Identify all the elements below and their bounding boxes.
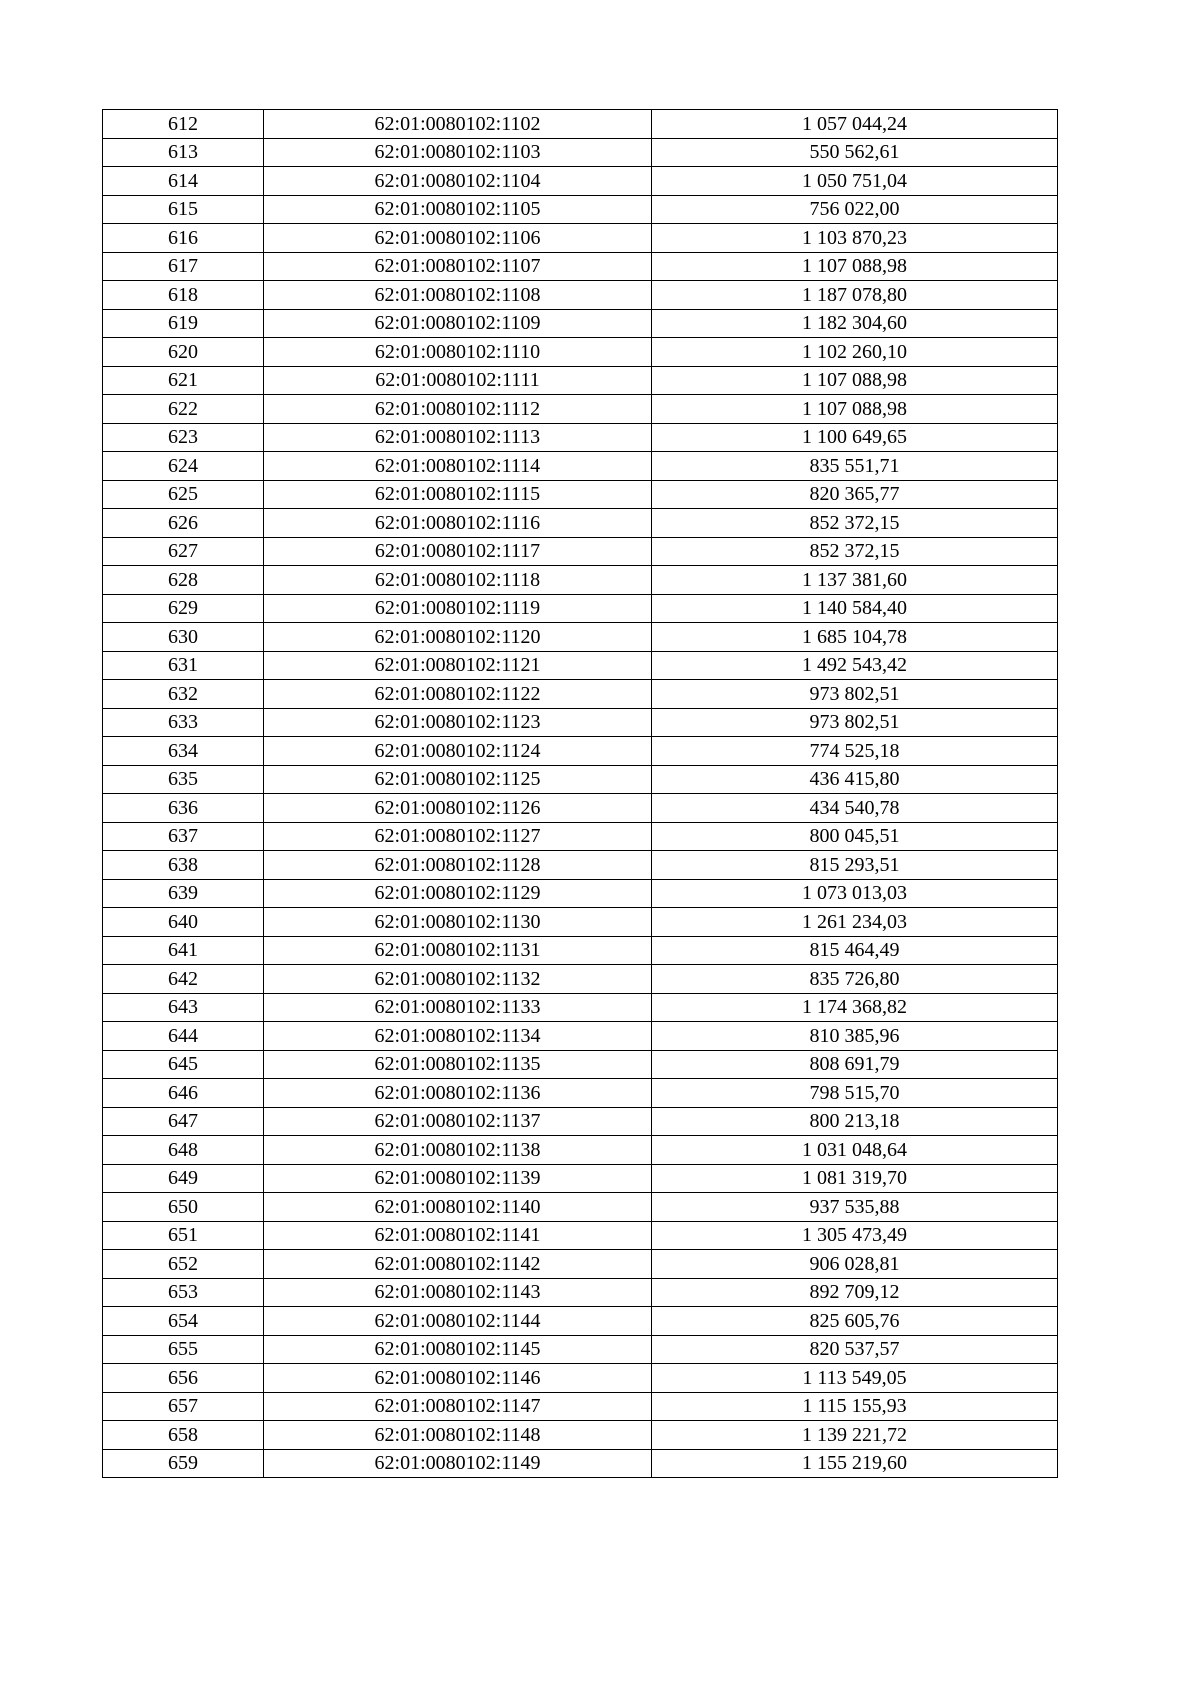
cadastral-value-cell: 1 187 078,80 [652, 281, 1058, 310]
cadastral-value-cell: 1 103 870,23 [652, 224, 1058, 253]
cadastral-value-cell: 810 385,96 [652, 1022, 1058, 1051]
cadastral-number-cell: 62:01:0080102:1111 [264, 366, 652, 395]
table-row [103, 537, 1058, 566]
row-number-cell: 659 [103, 1449, 264, 1478]
cadastral-number-cell: 62:01:0080102:1128 [264, 851, 652, 880]
table-row [103, 395, 1058, 424]
cadastral-number-cell: 62:01:0080102:1143 [264, 1278, 652, 1307]
cadastral-number-cell: 62:01:0080102:1119 [264, 594, 652, 623]
cadastral-value-cell: 1 107 088,98 [652, 395, 1058, 424]
row-number-cell: 625 [103, 480, 264, 509]
row-number-cell: 647 [103, 1107, 264, 1136]
row-number-cell: 634 [103, 737, 264, 766]
table-row [103, 765, 1058, 794]
cadastral-number-cell: 62:01:0080102:1114 [264, 452, 652, 481]
table-row [103, 1278, 1058, 1307]
cadastral-value-cell: 798 515,70 [652, 1079, 1058, 1108]
row-number-cell: 629 [103, 594, 264, 623]
cadastral-number-cell: 62:01:0080102:1149 [264, 1449, 652, 1478]
cadastral-value-cell: 808 691,79 [652, 1050, 1058, 1079]
row-number-cell: 639 [103, 879, 264, 908]
table-row [103, 1079, 1058, 1108]
row-number-cell: 614 [103, 167, 264, 196]
row-number-cell: 644 [103, 1022, 264, 1051]
row-number-cell: 617 [103, 252, 264, 281]
cadastral-number-cell: 62:01:0080102:1104 [264, 167, 652, 196]
cadastral-number-cell: 62:01:0080102:1108 [264, 281, 652, 310]
cadastral-number-cell: 62:01:0080102:1141 [264, 1221, 652, 1250]
table-row [103, 1364, 1058, 1393]
table-row [103, 423, 1058, 452]
table-row [103, 965, 1058, 994]
cadastral-value-cell: 1 155 219,60 [652, 1449, 1058, 1478]
cadastral-value-cell: 1 031 048,64 [652, 1136, 1058, 1165]
table-row [103, 1335, 1058, 1364]
cadastral-number-cell: 62:01:0080102:1148 [264, 1421, 652, 1450]
row-number-cell: 623 [103, 423, 264, 452]
table-row [103, 623, 1058, 652]
row-number-cell: 613 [103, 138, 264, 167]
table-row [103, 1392, 1058, 1421]
cadastral-number-cell: 62:01:0080102:1112 [264, 395, 652, 424]
cadastral-number-cell: 62:01:0080102:1126 [264, 794, 652, 823]
cadastral-number-cell: 62:01:0080102:1110 [264, 338, 652, 367]
cadastral-value-cell: 906 028,81 [652, 1250, 1058, 1279]
table-row [103, 338, 1058, 367]
cadastral-number-cell: 62:01:0080102:1140 [264, 1193, 652, 1222]
cadastral-value-cell: 436 415,80 [652, 765, 1058, 794]
cadastral-number-cell: 62:01:0080102:1146 [264, 1364, 652, 1393]
table-row [103, 879, 1058, 908]
cadastral-number-cell: 62:01:0080102:1116 [264, 509, 652, 538]
cadastral-value-cell: 1 305 473,49 [652, 1221, 1058, 1250]
row-number-cell: 628 [103, 566, 264, 595]
table-row [103, 1050, 1058, 1079]
table-row [103, 1107, 1058, 1136]
cadastral-number-cell: 62:01:0080102:1106 [264, 224, 652, 253]
cadastral-value-cell: 1 140 584,40 [652, 594, 1058, 623]
cadastral-value-cell: 1 050 751,04 [652, 167, 1058, 196]
row-number-cell: 615 [103, 195, 264, 224]
row-number-cell: 622 [103, 395, 264, 424]
table-row [103, 1136, 1058, 1165]
row-number-cell: 637 [103, 822, 264, 851]
row-number-cell: 654 [103, 1307, 264, 1336]
cadastral-value-cell: 815 464,49 [652, 936, 1058, 965]
table-row [103, 737, 1058, 766]
row-number-cell: 656 [103, 1364, 264, 1393]
cadastral-value-cell: 820 365,77 [652, 480, 1058, 509]
table-row [103, 1307, 1058, 1336]
row-number-cell: 632 [103, 680, 264, 709]
cadastral-number-cell: 62:01:0080102:1135 [264, 1050, 652, 1079]
cadastral-value-cell: 1 492 543,42 [652, 651, 1058, 680]
table-row [103, 252, 1058, 281]
cadastral-value-cell: 1 139 221,72 [652, 1421, 1058, 1450]
cadastral-value-cell: 1 685 104,78 [652, 623, 1058, 652]
row-number-cell: 631 [103, 651, 264, 680]
cadastral-value-cell: 937 535,88 [652, 1193, 1058, 1222]
cadastral-number-cell: 62:01:0080102:1132 [264, 965, 652, 994]
cadastral-value-cell: 825 605,76 [652, 1307, 1058, 1336]
cadastral-number-cell: 62:01:0080102:1138 [264, 1136, 652, 1165]
table-row [103, 480, 1058, 509]
cadastral-number-cell: 62:01:0080102:1123 [264, 708, 652, 737]
table-body [103, 110, 1058, 1478]
row-number-cell: 638 [103, 851, 264, 880]
cadastral-value-cell: 1 100 649,65 [652, 423, 1058, 452]
cadastral-value-cell: 1 102 260,10 [652, 338, 1058, 367]
cadastral-value-cell: 1 182 304,60 [652, 309, 1058, 338]
cadastral-number-cell: 62:01:0080102:1131 [264, 936, 652, 965]
row-number-cell: 650 [103, 1193, 264, 1222]
cadastral-value-cell: 1 107 088,98 [652, 252, 1058, 281]
cadastral-number-cell: 62:01:0080102:1134 [264, 1022, 652, 1051]
cadastral-number-cell: 62:01:0080102:1105 [264, 195, 652, 224]
cadastral-value-cell: 1 081 319,70 [652, 1164, 1058, 1193]
cadastral-value-cell: 892 709,12 [652, 1278, 1058, 1307]
cadastral-value-cell: 550 562,61 [652, 138, 1058, 167]
row-number-cell: 645 [103, 1050, 264, 1079]
cadastral-number-cell: 62:01:0080102:1113 [264, 423, 652, 452]
table-row [103, 1193, 1058, 1222]
cadastral-value-cell: 1 113 549,05 [652, 1364, 1058, 1393]
cadastral-number-cell: 62:01:0080102:1137 [264, 1107, 652, 1136]
table-row [103, 851, 1058, 880]
cadastral-number-cell: 62:01:0080102:1136 [264, 1079, 652, 1108]
cadastral-value-cell: 973 802,51 [652, 680, 1058, 709]
row-number-cell: 655 [103, 1335, 264, 1364]
table-row [103, 1250, 1058, 1279]
table-row [103, 936, 1058, 965]
row-number-cell: 620 [103, 338, 264, 367]
row-number-cell: 624 [103, 452, 264, 481]
cadastral-value-cell: 852 372,15 [652, 509, 1058, 538]
row-number-cell: 616 [103, 224, 264, 253]
cadastral-value-cell: 774 525,18 [652, 737, 1058, 766]
cadastral-value-cell: 756 022,00 [652, 195, 1058, 224]
table-row [103, 1449, 1058, 1478]
row-number-cell: 633 [103, 708, 264, 737]
cadastral-value-cell: 1 057 044,24 [652, 110, 1058, 139]
row-number-cell: 651 [103, 1221, 264, 1250]
cadastral-number-cell: 62:01:0080102:1144 [264, 1307, 652, 1336]
row-number-cell: 658 [103, 1421, 264, 1450]
table-row [103, 1022, 1058, 1051]
cadastral-value-cell: 1 261 234,03 [652, 908, 1058, 937]
row-number-cell: 646 [103, 1079, 264, 1108]
cadastral-number-cell: 62:01:0080102:1117 [264, 537, 652, 566]
row-number-cell: 636 [103, 794, 264, 823]
table-row [103, 1221, 1058, 1250]
cadastral-number-cell: 62:01:0080102:1139 [264, 1164, 652, 1193]
table-row [103, 708, 1058, 737]
cadastral-number-cell: 62:01:0080102:1120 [264, 623, 652, 652]
table-row [103, 452, 1058, 481]
table-row [103, 993, 1058, 1022]
row-number-cell: 627 [103, 537, 264, 566]
cadastral-number-cell: 62:01:0080102:1147 [264, 1392, 652, 1421]
row-number-cell: 618 [103, 281, 264, 310]
row-number-cell: 642 [103, 965, 264, 994]
row-number-cell: 626 [103, 509, 264, 538]
table-row [103, 651, 1058, 680]
table-row [103, 566, 1058, 595]
cadastral-value-cell: 835 551,71 [652, 452, 1058, 481]
table-row [103, 138, 1058, 167]
row-number-cell: 652 [103, 1250, 264, 1279]
row-number-cell: 649 [103, 1164, 264, 1193]
table-row [103, 594, 1058, 623]
cadastral-value-cell: 973 802,51 [652, 708, 1058, 737]
table-row [103, 281, 1058, 310]
row-number-cell: 657 [103, 1392, 264, 1421]
cadastral-number-cell: 62:01:0080102:1133 [264, 993, 652, 1022]
table-row [103, 110, 1058, 139]
table-row [103, 309, 1058, 338]
table-row [103, 1164, 1058, 1193]
cadastral-value-cell: 1 073 013,03 [652, 879, 1058, 908]
row-number-cell: 621 [103, 366, 264, 395]
cadastral-value-cell: 434 540,78 [652, 794, 1058, 823]
cadastral-number-cell: 62:01:0080102:1103 [264, 138, 652, 167]
cadastral-value-cell: 1 174 368,82 [652, 993, 1058, 1022]
cadastral-number-cell: 62:01:0080102:1142 [264, 1250, 652, 1279]
table-row [103, 908, 1058, 937]
cadastral-value-cell: 1 137 381,60 [652, 566, 1058, 595]
table-row [103, 167, 1058, 196]
cadastral-number-cell: 62:01:0080102:1122 [264, 680, 652, 709]
table-row [103, 822, 1058, 851]
cadastral-number-cell: 62:01:0080102:1145 [264, 1335, 652, 1364]
table-row [103, 1421, 1058, 1450]
cadastral-value-cell: 820 537,57 [652, 1335, 1058, 1364]
cadastral-value-cell: 1 107 088,98 [652, 366, 1058, 395]
row-number-cell: 630 [103, 623, 264, 652]
table-row [103, 794, 1058, 823]
cadastral-number-cell: 62:01:0080102:1125 [264, 765, 652, 794]
cadastral-number-cell: 62:01:0080102:1118 [264, 566, 652, 595]
cadastral-value-cell: 1 115 155,93 [652, 1392, 1058, 1421]
cadastral-value-cell: 800 045,51 [652, 822, 1058, 851]
table-row [103, 366, 1058, 395]
row-number-cell: 653 [103, 1278, 264, 1307]
cadastral-number-cell: 62:01:0080102:1115 [264, 480, 652, 509]
row-number-cell: 643 [103, 993, 264, 1022]
cadastral-number-cell: 62:01:0080102:1107 [264, 252, 652, 281]
row-number-cell: 619 [103, 309, 264, 338]
cadastral-number-cell: 62:01:0080102:1130 [264, 908, 652, 937]
cadastral-number-cell: 62:01:0080102:1109 [264, 309, 652, 338]
row-number-cell: 641 [103, 936, 264, 965]
cadastral-value-cell: 800 213,18 [652, 1107, 1058, 1136]
cadastral-value-cell: 852 372,15 [652, 537, 1058, 566]
cadastral-number-cell: 62:01:0080102:1127 [264, 822, 652, 851]
cadastral-value-table [102, 109, 1058, 1478]
row-number-cell: 640 [103, 908, 264, 937]
cadastral-value-cell: 835 726,80 [652, 965, 1058, 994]
cadastral-number-cell: 62:01:0080102:1102 [264, 110, 652, 139]
row-number-cell: 612 [103, 110, 264, 139]
cadastral-number-cell: 62:01:0080102:1124 [264, 737, 652, 766]
table-row [103, 680, 1058, 709]
row-number-cell: 648 [103, 1136, 264, 1165]
table-row [103, 509, 1058, 538]
row-number-cell: 635 [103, 765, 264, 794]
cadastral-value-cell: 815 293,51 [652, 851, 1058, 880]
cadastral-number-cell: 62:01:0080102:1121 [264, 651, 652, 680]
table-row [103, 224, 1058, 253]
table-row [103, 195, 1058, 224]
cadastral-number-cell: 62:01:0080102:1129 [264, 879, 652, 908]
